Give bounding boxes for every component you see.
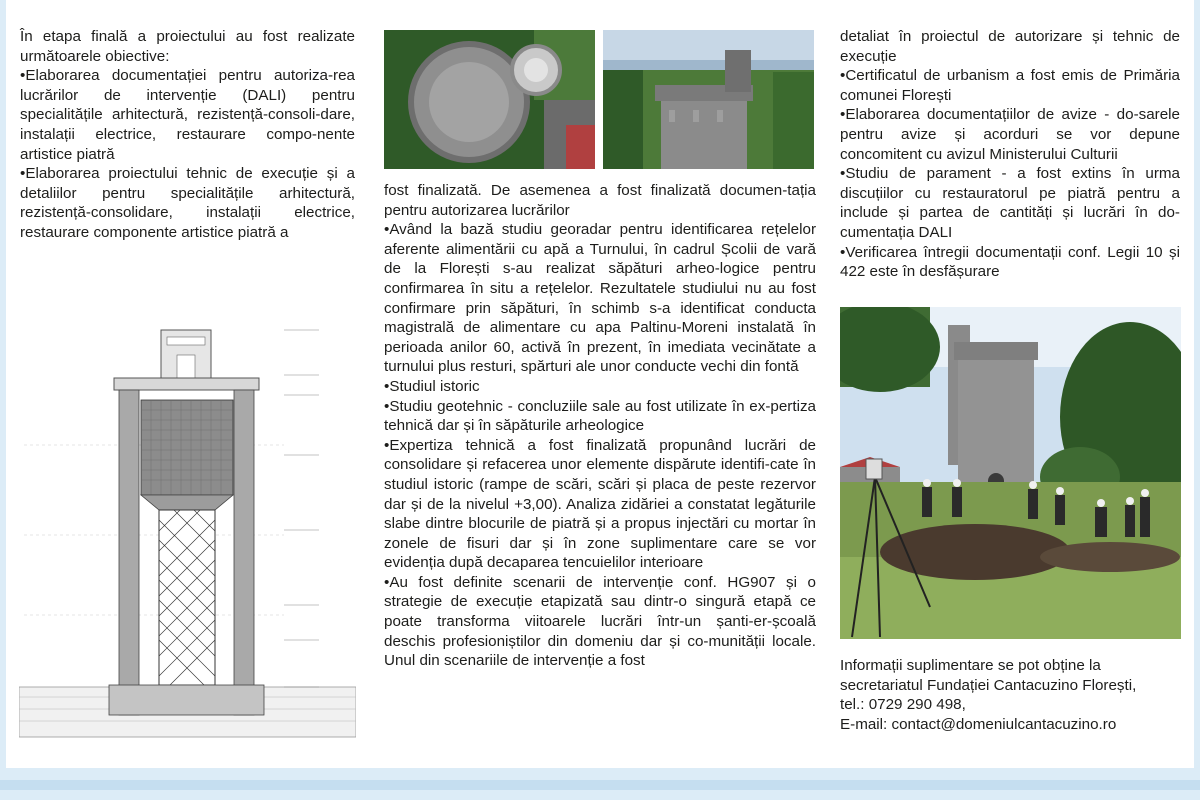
bullet-geotechnical: •Studiu geotehnic - concluziile sale au fost utilizate în ex-pertiza tehnică dar și în săpăturile arheologice	[384, 397, 816, 435]
bullet-technical-project: •Elaborarea proiectului tehnic de execuție și a detaliilor pentru specialitățile arhitectură, rezistență-consolidare, instalații electrice, restaurare componente artistice piatră a	[20, 165, 355, 241]
tower-section-drawing	[19, 315, 356, 738]
contact-line-foundation: secretariatul Fundației Cantacuzino Florești,	[840, 676, 1137, 694]
bullet-historic-study: •Studiul istoric	[384, 377, 480, 395]
contact-info	[840, 656, 1180, 734]
detailed-paragraph: detaliat în proiectul de autorizare și tehnic de execuție	[840, 28, 1180, 65]
bottom-band-stripe	[0, 780, 1200, 790]
bullet-urbanism: •Certificatul de urbanism a fost emis de Primăria comunei Florești	[840, 67, 1180, 104]
bullet-permits: •Elaborarea documentațiilor de avize - do-sarele pentru avize și acorduri se vor depune concomitent cu avizul Ministerului Culturii	[840, 106, 1180, 163]
tower-top-photo	[603, 30, 814, 169]
intro-paragraph: În etapa finală a proiectului au fost realizate următoarele obiective:	[20, 28, 355, 65]
contact-phone: tel.: 0729 290 498,	[840, 696, 966, 714]
bottom-band	[0, 768, 1200, 800]
contact-line-info: Informații suplimentare se pot obține la	[840, 657, 1101, 674]
bullet-georadar: •Având la bază studiu georadar pentru identificarea rețelelor aferente alimentării cu apă a Turnului, în cadrul Școlii de vară de la Florești s-au realizat săpături arheo-logice pentru confirmarea în situ a rețelelor. Rezultatele studiului nu au fost confirmare prin săpături, în schimb s-a identificat conducta magistrală de alimentare cu apa Paltinu-Moreni instalată în perioada anilor 60, activă în prezent, în imediata vecinătate a turnului plus resturi, spărturi ale unor conducte vechi din fontă	[384, 221, 816, 376]
bullet-scenarios: •Au fost definite scenarii de intervenție conf. HG907 și o strategie de execuție etapizată sau dintr-o singură etapă ce poate transforma viitoarele lucrări într-un șanti-er-școală deschis profesioniștilor din domeniu dar și co-munității locale. Unul din scenariile de intervenție a fost	[384, 573, 816, 670]
column-left-text	[20, 27, 355, 243]
page-edge-left	[0, 0, 6, 800]
bullet-expertise: •Expertiza tehnică a fost finalizată propunând lucrări de consolidare și refacerea unor elemente dispărute identifi-cate în studiul istoric (rampe de scări, scări și placa de peste rezervor dar și de la nivelul +3,00). Analiza zidăriei a constatat legăturile slabe dintre blocurile de piatră și a propus injectări cu mortar în zonele de fisuri dar și în zone suplimentare care se vor evidenția după decaparea tencuielilor interioare	[384, 436, 816, 572]
column-right-text	[840, 27, 1180, 282]
contact-email: E-mail: contact@domeniulcantacuzino.ro	[840, 715, 1117, 733]
column-middle-text	[384, 181, 816, 671]
tower-site-photo	[840, 307, 1181, 639]
bullet-parament: •Studiu de parament - a fost extins în urma discuțiilor cu restauratorul pe piatră pentru a include și partea de cantități și lucrări în do-cumentația DALI	[840, 165, 1180, 241]
bullet-verification: •Verificarea întregii documentații conf. Legii 10 și 422 este în desfășurare	[840, 243, 1180, 281]
aerial-tower-photo	[384, 30, 595, 169]
bullet-dali: •Elaborarea documentației pentru autoriza-rea lucrărilor de intervenție (DALI) pentru specialitățile arhitectură, rezistență-consoli-dare, instalații electrice, restaurare compo-nente artistice piatră	[20, 67, 355, 163]
page-edge-right	[1194, 0, 1200, 800]
finalized-paragraph: fost finalizată. De asemenea a fost finalizată documen-tația pentru autorizarea lucrărilor	[384, 182, 816, 219]
